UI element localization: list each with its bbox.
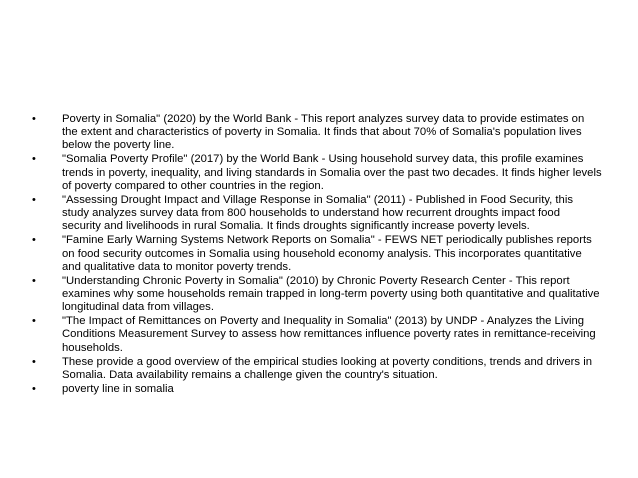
list-item xyxy=(32,356,602,382)
list-item xyxy=(32,234,602,273)
list-item xyxy=(32,315,602,354)
bullet-text: "Famine Early Warning Systems Network Reports on Somalia" - FEWS NET periodically publishes reports on food security outcomes in Somalia using household economy analysis. This incorporates quantitative and qualitative data to monitor poverty trends. xyxy=(62,234,592,273)
bullet-text: "The Impact of Remittances on Poverty and Inequality in Somalia" (2013) by UNDP - Analyzes the Living Conditions Measurement Survey to assess how remittances influence poverty rates in remittance-receiving households. xyxy=(62,315,596,354)
list-item xyxy=(32,275,602,314)
bullet-marker: • xyxy=(32,315,36,328)
bullet-marker: • xyxy=(32,355,36,368)
bullet-marker: • xyxy=(32,383,36,396)
bullet-marker: • xyxy=(32,153,36,166)
bullet-list xyxy=(32,113,602,397)
bullet-text: Poverty in Somalia" (2020) by the World Bank - This report analyzes survey data to provide estimates on the extent and characteristics of poverty in Somalia. It finds that about 70% of Somalia's population lives below the poverty line. xyxy=(62,113,585,152)
bullet-marker: • xyxy=(32,193,36,206)
bullet-text: poverty line in somalia xyxy=(62,383,174,396)
list-item xyxy=(32,383,602,396)
list-item xyxy=(32,153,602,192)
bullet-marker: • xyxy=(32,113,36,125)
bullet-text: "Assessing Drought Impact and Village Response in Somalia" (2011) - Published in Food Security, this study analyzes survey data from 800 households to understand how recurrent droughts impact food security and livelihoods in rural Somalia. It finds droughts significantly increase poverty levels. xyxy=(62,193,573,233)
bullet-text: "Somalia Poverty Profile" (2017) by the World Bank - Using household survey data, this profile examines trends in poverty, inequality, and living standards in Somalia over the past two decades. It finds higher levels of poverty compared to other countries in the region. xyxy=(62,153,602,192)
bullet-marker: • xyxy=(32,274,36,287)
list-item xyxy=(32,113,602,152)
bullet-text: These provide a good overview of the empirical studies looking at poverty conditions, trends and drivers in Somalia. Data availability remains a challenge given the country's situation. xyxy=(62,355,592,381)
bullet-text: "Understanding Chronic Poverty in Somalia" (2010) by Chronic Poverty Research Center - This report examines why some households remain trapped in long-term poverty using both quantitative and qualitative longitudinal data from villages. xyxy=(62,274,600,314)
bullet-marker: • xyxy=(32,234,36,247)
list-item xyxy=(32,194,602,233)
